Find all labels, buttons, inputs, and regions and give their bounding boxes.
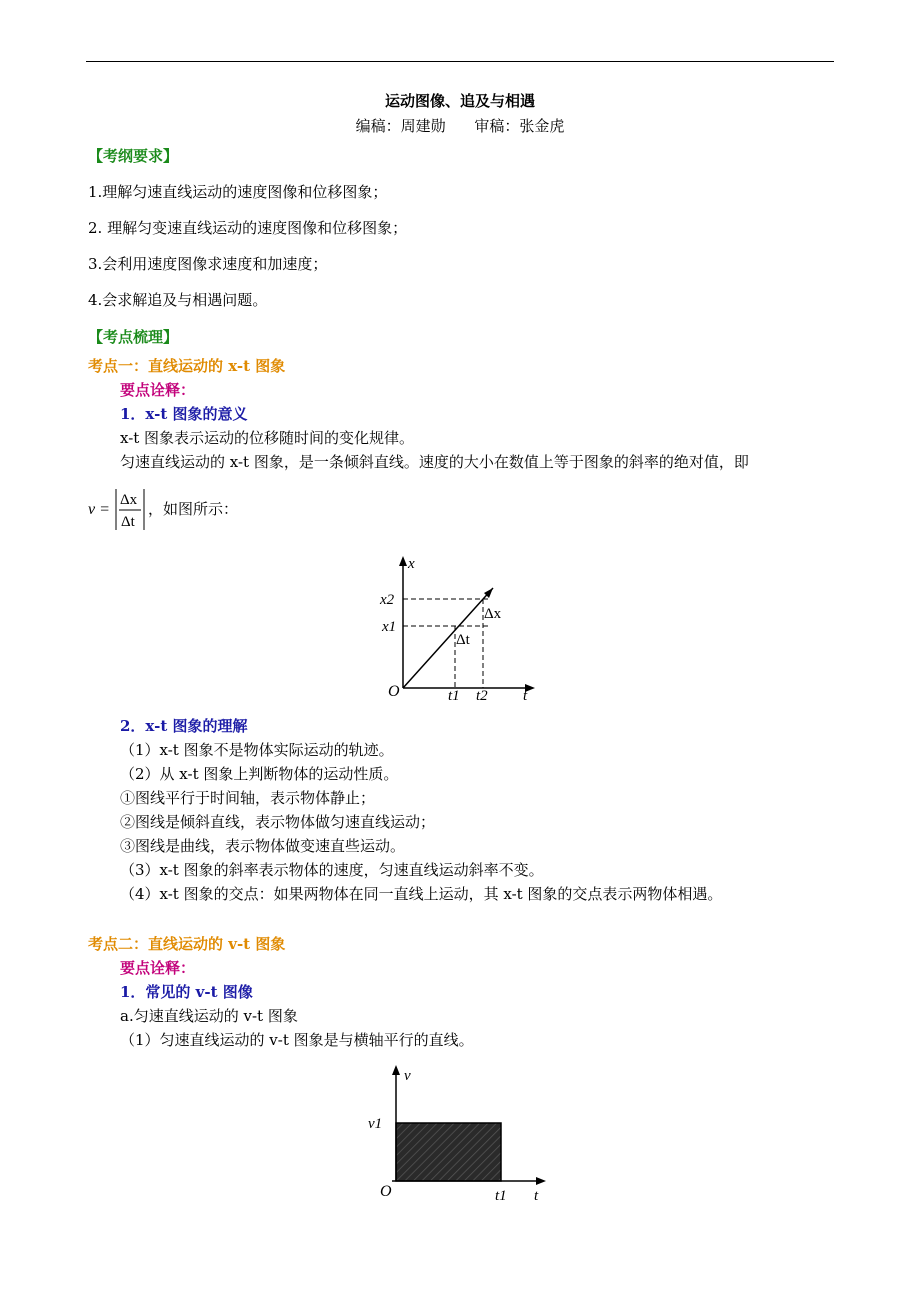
x1-label: x1: [382, 619, 397, 635]
point1-p2-heading: 2．x-t 图象的理解: [120, 717, 248, 735]
x2-label: x2: [380, 592, 395, 608]
point1-p2-line: （1）x-t 图象不是物体实际运动的轨迹。: [120, 741, 394, 759]
point1-p2-line: ②图线是倾斜直线，表示物体做匀速直线运动；: [120, 813, 436, 831]
point1-p2-line: ①图线平行于时间轴，表示物体静止；: [120, 789, 376, 807]
formula-numerator: Δx: [120, 492, 138, 508]
point1-p2-line: （2）从 x-t 图象上判断物体的运动性质。: [120, 765, 399, 783]
t1-label: t1: [448, 688, 460, 704]
requirement-item: 1.理解匀速直线运动的速度图像和位移图象；: [88, 183, 388, 201]
t1-label: t1: [495, 1188, 507, 1204]
requirement-item: 4.会求解追及与相遇问题。: [88, 291, 268, 309]
xt-line: [403, 588, 493, 688]
v-axis-arrow: [392, 1065, 400, 1075]
delta-t-label: Δt: [456, 632, 470, 648]
formula-tail: ，如图所示：: [148, 502, 239, 518]
point1-p1-line: 匀速直线运动的 x-t 图象，是一条倾斜直线。速度的大小在数值上等于图象的斜率的绝对值，即: [120, 453, 749, 471]
point1-p1-heading: 1．x-t 图象的意义: [120, 405, 248, 423]
vt-graph: [362, 1062, 562, 1210]
t2-label: t2: [476, 688, 488, 704]
velocity-formula: [88, 484, 308, 534]
section-heading-requirements: 【考纲要求】: [88, 147, 179, 165]
header-rule: [86, 61, 834, 62]
t-axis-label: t: [523, 688, 528, 704]
point1-p1-line: x-t 图象表示运动的位移随时间的变化规律。: [120, 429, 415, 447]
x-axis-label: x: [408, 556, 415, 572]
formula-lhs: v =: [88, 501, 110, 518]
point1-subheading: 要点诠释：: [120, 381, 196, 399]
point2-line: a.匀速直线运动的 v-t 图象: [120, 1007, 298, 1025]
editor-name: 编稿：周建勋: [355, 117, 446, 135]
point1-p2-line: （3）x-t 图象的斜率表示物体的速度，匀速直线运动斜率不变。: [120, 861, 544, 879]
point2-line: （1）匀速直线运动的 v-t 图象是与横轴平行的直线。: [120, 1031, 474, 1049]
delta-x-label: Δx: [484, 606, 502, 622]
reviewer-name: 审稿：张金虎: [474, 117, 565, 135]
doc-title: 运动图像、追及与相遇: [384, 92, 535, 110]
x-axis-arrow: [399, 556, 407, 566]
point1-heading: 考点一：直线运动的 x-t 图象: [88, 357, 286, 375]
v-axis-label: v: [404, 1068, 411, 1084]
point1-p2-line: （4）x-t 图象的交点：如果两物体在同一直线上运动，其 x-t 图象的交点表示两物体相遇。: [120, 885, 723, 903]
point1-p2-line: ③图线是曲线，表示物体做变速直些运动。: [120, 837, 406, 855]
origin-label: O: [380, 1183, 392, 1200]
t-axis-label: t: [534, 1188, 539, 1204]
point2-subheading: 要点诠释：: [120, 959, 196, 977]
editors-line: [0, 116, 920, 136]
origin-label: O: [388, 683, 400, 700]
point2-heading: 考点二：直线运动的 v-t 图象: [88, 935, 286, 953]
v1-label: v1: [368, 1116, 383, 1132]
t-axis-arrow: [536, 1177, 546, 1185]
requirement-item: 2. 理解匀变速直线运动的速度图像和位移图象；: [88, 219, 408, 237]
requirement-item: 3.会利用速度图像求速度和加速度；: [88, 255, 328, 273]
section-heading-points: 【考点梳理】: [88, 328, 179, 346]
xt-graph: [370, 552, 540, 707]
formula-denominator: Δt: [121, 514, 135, 530]
point2-p1-heading: 1．常见的 v-t 图像: [120, 983, 253, 1001]
displacement-area: [396, 1123, 501, 1181]
